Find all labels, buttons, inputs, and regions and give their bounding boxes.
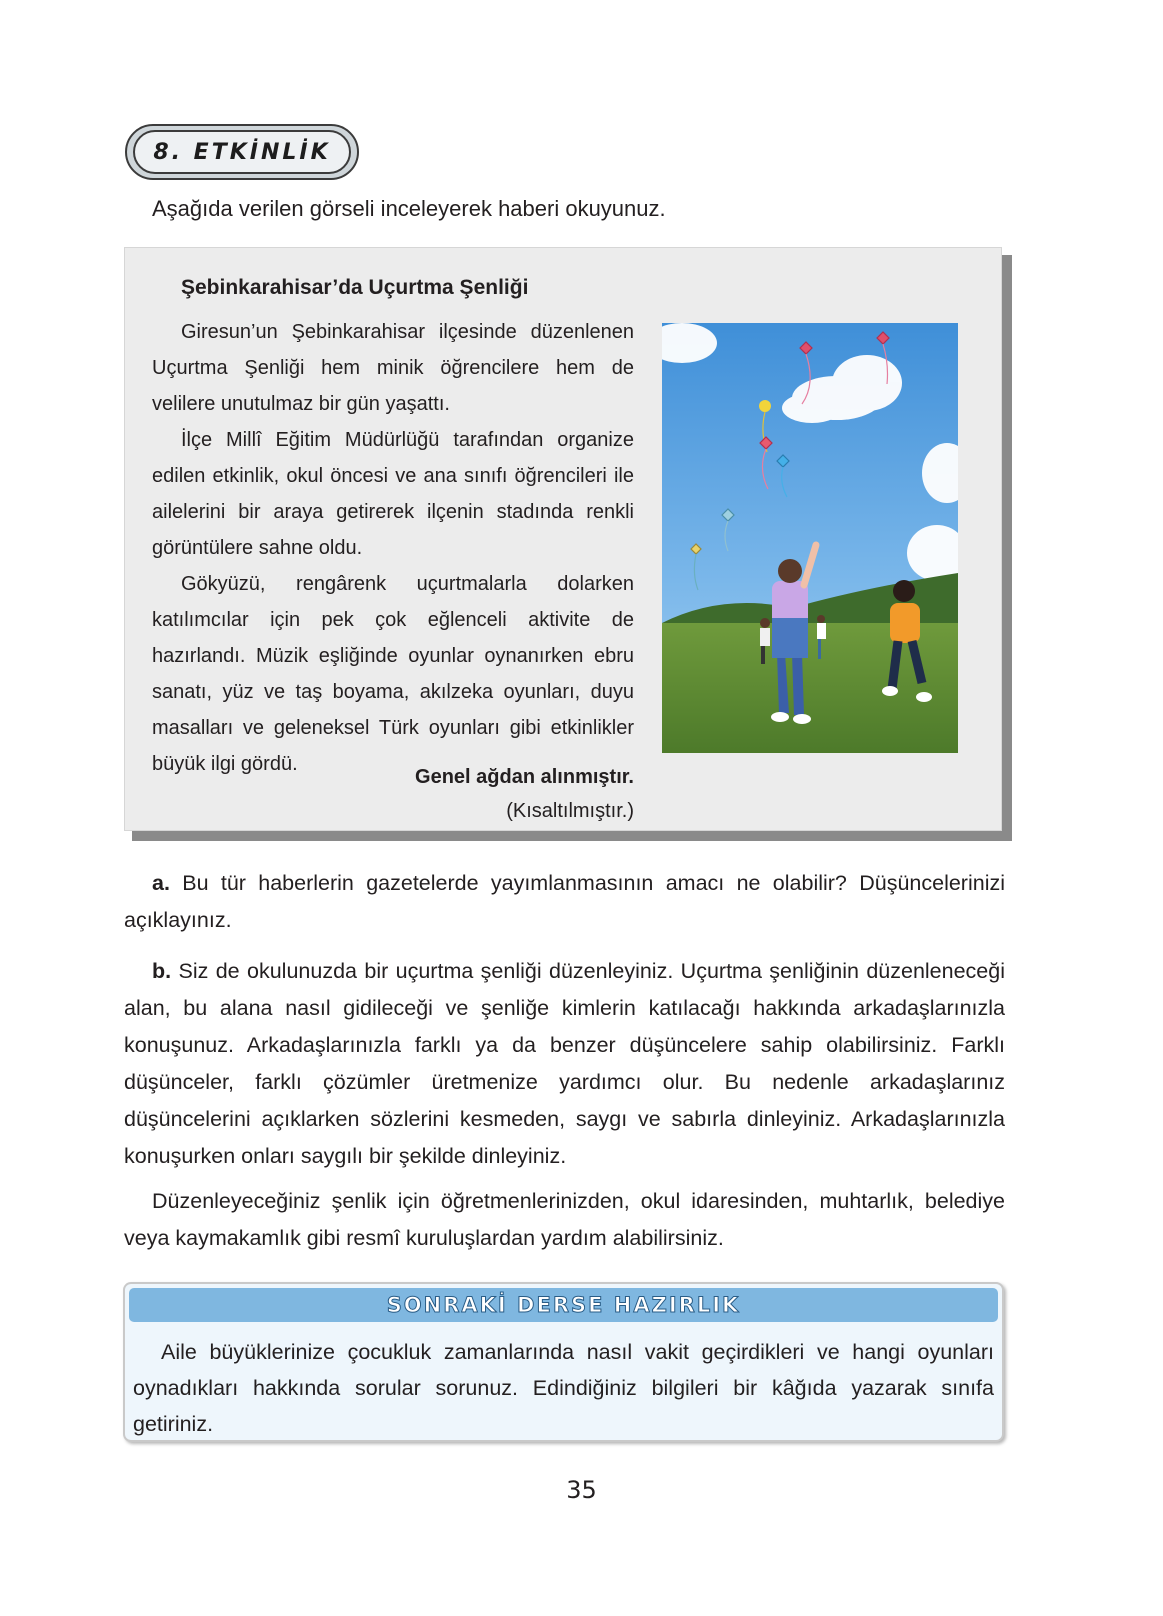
question-b-label: b. xyxy=(152,959,172,983)
source-line: Genel ağdan alınmıştır. xyxy=(415,766,634,788)
question-b-extra xyxy=(124,1183,1005,1257)
news-source xyxy=(234,760,634,828)
news-paragraph: İlçe Millî Eğitim Müdürlüğü tarafından organize edilen etkinlik, okul öncesi ve ana sınıfı öğrencileri ile ailelerini bir araya getirerek ilçenin stadında renkli görüntülere sahne oldu. xyxy=(152,429,634,559)
activity-badge xyxy=(125,124,359,180)
question-b xyxy=(124,953,1005,1175)
kite-festival-photo xyxy=(662,323,958,753)
news-paragraph: Gökyüzü, rengârenk uçurtmalarla dolarken katılımcılar için pek çok eğlenceli aktivite de hazırlandı. Müzik eşliğinde oyunlar oynanırken ebru sanatı, yüz ve taş boyama, akılzeka oyunları, duyu masalları ve geleneksel Türk oyunları gibi etkinlikler büyük ilgi gördü. xyxy=(152,573,634,775)
activity-label: 8. ETKİNLİK xyxy=(153,139,331,165)
preparation-title: SONRAKİ DERSE HAZIRLIK xyxy=(386,1293,741,1317)
preparation-box xyxy=(123,1282,1004,1442)
source-note: (Kısaltılmıştır.) xyxy=(506,800,634,822)
question-a-label: a. xyxy=(152,871,170,895)
instruction-text: Aşağıda verilen görseli inceleyerek haberi okuyunuz. xyxy=(152,196,666,221)
question-a-text: Bu tür haberlerin gazetelerde yayımlanmasının amacı ne olabilir? Düşüncelerinizi açıklayınız. xyxy=(124,871,1005,932)
question-b-text: Siz de okulunuzda bir uçurtma şenliği düzenleyiniz. Uçurtma şenliğinin düzenleneceği alan, bu alana nasıl gidileceği ve şenliğe kimlerin katılacağı hakkında arkadaşlarınızla konuşunuz. Arkadaşlarınızla farklı ya da benzer düşüncelere sahip olabilirsiniz. Farklı düşünceler, farklı çözümler üretmenize yardımcı olur. Bu nedenle arkadaşlarınız düşüncelerini açıklarken sözlerini kesmeden, saygı ve sabırla dinleyiniz. Arkadaşlarınızla konuşurken onları saygılı bir şekilde dinleyiniz. xyxy=(124,959,1005,1168)
preparation-header xyxy=(129,1288,998,1322)
question-b-extra-text: Düzenleyeceğiniz şenlik için öğretmenlerinizden, okul idaresinden, muhtarlık, belediye veya kaymakamlık gibi resmî kuruluşlardan yardım alabilirsiniz. xyxy=(124,1189,1005,1250)
preparation-text: Aile büyüklerinize çocukluk zamanlarında nasıl vakit geçirdikleri ve hangi oyunları oynadıkları hakkında sorular sorunuz. Edindiğiniz bilgileri bir kâğıda yazarak sınıfa getiriniz. xyxy=(133,1340,994,1436)
news-body xyxy=(152,314,634,782)
page-number: 35 xyxy=(566,1476,597,1504)
kite-photo-illustration xyxy=(662,323,958,753)
news-paragraph: Giresun’un Şebinkarahisar ilçesinde düzenlenen Uçurtma Şenliği hem minik öğrencilere hem de velilere unutulmaz bir gün yaşattı. xyxy=(152,321,634,415)
question-a xyxy=(124,865,1005,939)
news-title: Şebinkarahisar’da Uçurtma Şenliği xyxy=(181,276,529,299)
preparation-body xyxy=(133,1334,994,1442)
badge-inner-frame xyxy=(133,130,351,174)
